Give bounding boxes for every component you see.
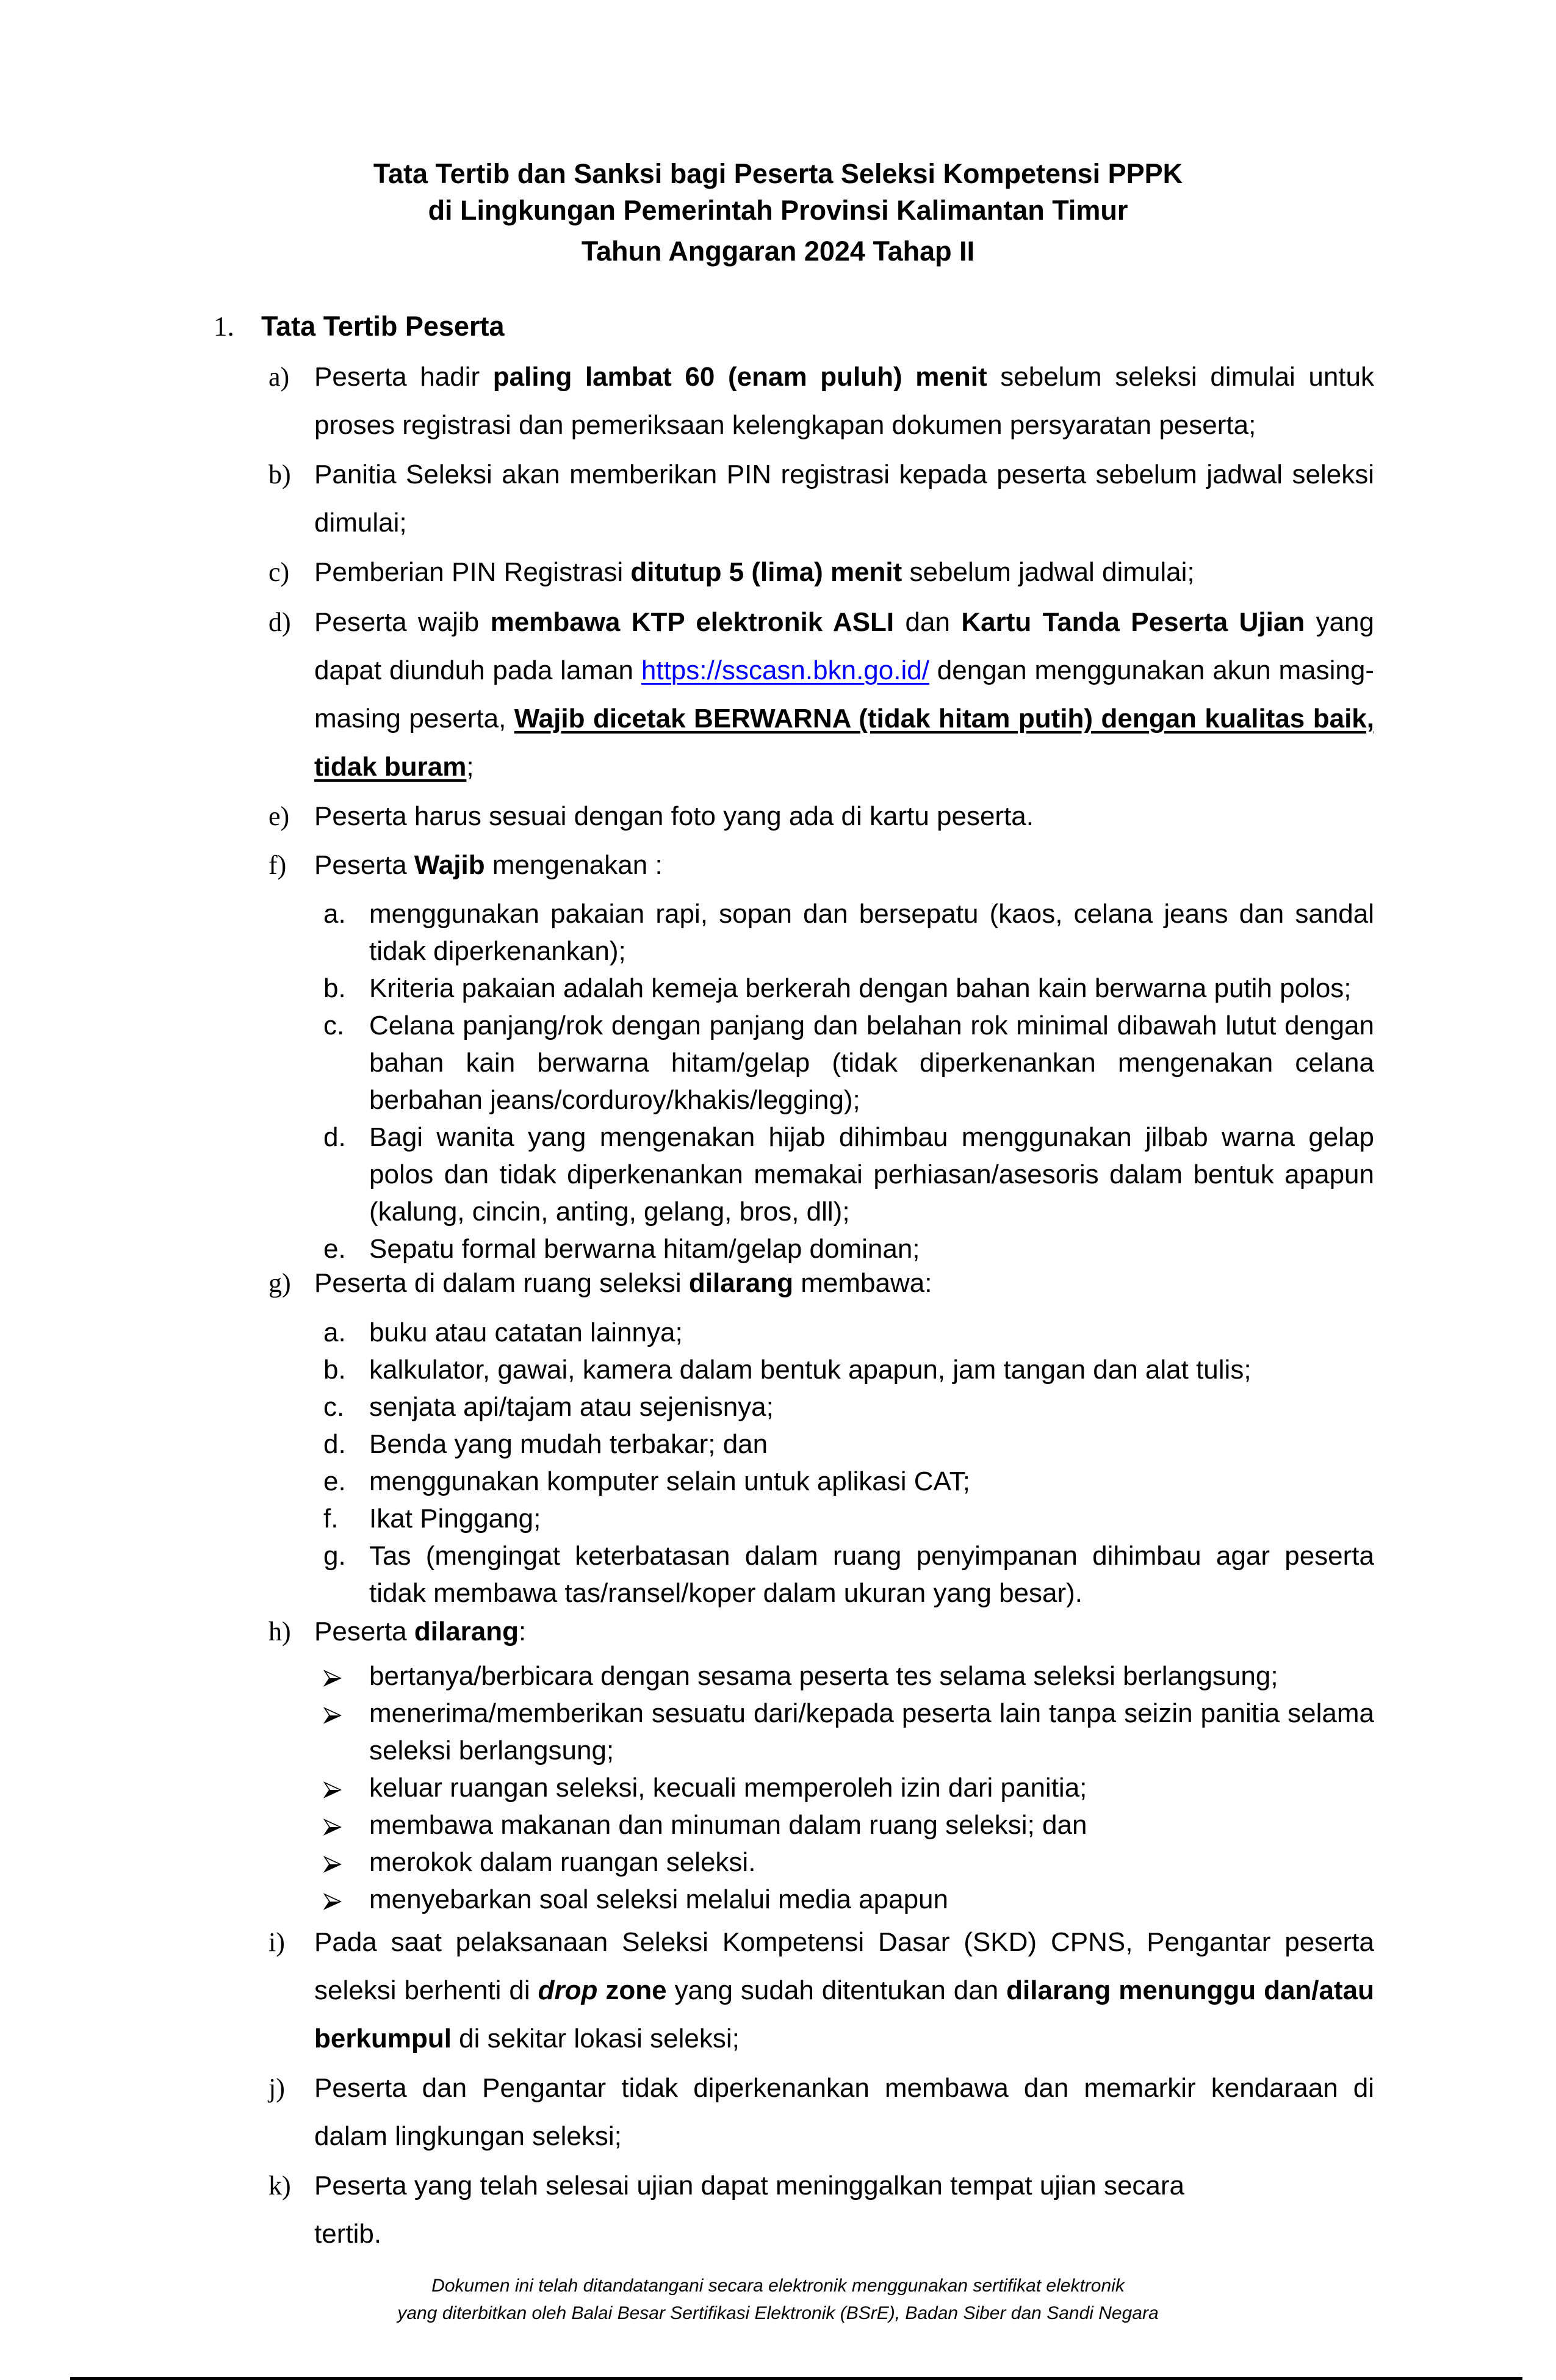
signature-notice-line-2: yang diterbitkan oleh Balai Besar Sertifikasi Elektronik (BSrE), Badan Siber dan Sandi Negara [397, 2303, 1159, 2323]
emphasis: ditutup 5 (lima) menit [630, 557, 902, 587]
item-marker: c) [268, 557, 290, 587]
item-marker: k) [268, 2171, 291, 2201]
item-marker: b) [268, 460, 291, 489]
rule-item-a: a) Peserta hadir paling lambat 60 (enam puluh) menit sebelum seleksi dimulai untuk proses registrasi dan pemeriksaan kelengkapan dokumen persyaratan peserta; [268, 353, 1374, 449]
arrowhead-bullet-icon [323, 1769, 342, 1806]
list-item: a. buku atau catatan lainnya; [323, 1318, 683, 1347]
rule-item-d: d) Peserta wajib membawa KTP elektronik ASLI dan Kartu Tanda Peserta Ujian yang dapat diunduh pada laman https://sscasn.bkn.go.id/ dengan menggunakan akun masing-masing peserta, Wajib dicetak BERWARNA (tidak hitam putih) dengan kualitas baik, tidak buram; [268, 598, 1374, 791]
item-marker: g) [268, 1268, 291, 1298]
list-item: keluar ruangan seleksi, kecuali memperoleh izin dari panitia; [323, 1769, 1374, 1806]
footer-rule [70, 2377, 1522, 2380]
list-item: e. Sepatu formal berwarna hitam/gelap dominan; [323, 1234, 920, 1264]
list-item: f. Ikat Pinggang; [323, 1504, 541, 1534]
arrowhead-bullet-icon [323, 1881, 342, 1918]
rule-item-k: k) Peserta yang telah selesai ujian dapat meninggalkan tempat ujian secara tertib. [268, 2162, 1374, 2258]
item-marker: e) [268, 801, 290, 831]
arrowhead-bullet-icon [323, 1657, 342, 1695]
rule-item-c: c) Pemberian PIN Registrasi ditutup 5 (lima) menit sebelum jadwal dimulai; [268, 548, 1374, 596]
rule-item-j: j) Peserta dan Pengantar tidak diperkenankan membawa dan memarkir kendaraan di dalam lingkungan seleksi; [268, 2064, 1374, 2160]
list-item: g. Tas (mengingat keterbatasan dalam ruang penyimpanan dihimbau agar peserta tidak membawa tas/ransel/koper dalam ukuran yang besar). [323, 1541, 1374, 1608]
item-marker: h) [268, 1617, 291, 1646]
list-item: menerima/memberikan sesuatu dari/kepada peserta lain tanpa seizin panitia selama seleksi berlangsung; [323, 1695, 1374, 1769]
list-item: merokok dalam ruangan seleksi. [323, 1844, 1374, 1881]
list-item: d. Bagi wanita yang mengenakan hijab dihimbau menggunakan jilbab warna gelap polos dan tidak diperkenankan memakai perhiasan/asesoris dalam bentuk apapun (kalung, cincin, anting, gelang, bros, dll); [323, 1122, 1374, 1227]
list-item: c. senjata api/tajam atau sejenisnya; [323, 1392, 774, 1422]
list-item: b. Kriteria pakaian adalah kemeja berkerah dengan bahan kain berwarna putih polos; [323, 973, 1352, 1003]
section-title: Tata Tertib Peserta [261, 311, 505, 342]
item-marker: d) [268, 607, 291, 637]
title-line-2: di Lingkungan Pemerintah Provinsi Kalimantan Timur [428, 195, 1128, 226]
rule-item-h: h) Peserta dilarang: [268, 1613, 1374, 1650]
list-item: c. Celana panjang/rok dengan panjang dan belahan rok minimal dibawah lutut dengan bahan kain berwarna hitam/gelap (tidak diperkenankan mengenakan celana berbahan jeans/corduroy/khakis/legging); [323, 1011, 1374, 1115]
rule-item-g: g) Peserta di dalam ruang seleksi dilarang membawa: [268, 1264, 1374, 1302]
list-item: d. Benda yang mudah terbakar; dan [323, 1429, 768, 1459]
print-color-requirement: Wajib dicetak BERWARNA (tidak hitam putih) dengan kualitas baik, tidak buram [314, 704, 1375, 782]
section-number: 1. [214, 311, 234, 342]
rule-item-e: e) Peserta harus sesuai dengan foto yang ada di kartu peserta. [268, 792, 1374, 840]
signature-notice-line-1: Dokumen ini telah ditandatangani secara elektronik menggunakan sertifikat elektronik [431, 2276, 1125, 2296]
item-marker: i) [268, 1927, 285, 1957]
emphasis: paling lambat 60 (enam puluh) menit [492, 362, 987, 392]
list-item: bertanya/berbicara dengan sesama peserta tes selama seleksi berlangsung; [323, 1657, 1374, 1695]
rule-item-b: b) Panitia Seleksi akan memberikan PIN registrasi kepada peserta sebelum jadwal seleksi dimulai; [268, 450, 1374, 547]
list-item: menyebarkan soal seleksi melalui media apapun [323, 1881, 1374, 1918]
title-line-3: Tahun Anggaran 2024 Tahap II [581, 236, 975, 267]
list-item: membawa makanan dan minuman dalam ruang seleksi; dan [323, 1806, 1374, 1844]
item-marker: j) [268, 2073, 285, 2103]
list-item: b. kalkulator, gawai, kamera dalam bentuk apapun, jam tangan dan alat tulis; [323, 1355, 1252, 1385]
arrowhead-bullet-icon [323, 1695, 342, 1732]
prohibited-items-list [323, 1314, 1374, 1612]
prohibited-actions-list [323, 1657, 1374, 1918]
arrowhead-bullet-icon [323, 1806, 342, 1844]
item-marker: f) [268, 850, 287, 880]
title-line-1: Tata Tertib dan Sanksi bagi Peserta Seleksi Kompetensi PPPK [373, 158, 1183, 189]
list-item: a. menggunakan pakaian rapi, sopan dan bersepatu (kaos, celana jeans dan sandal tidak diperkenankan); [323, 899, 1374, 966]
attire-list [323, 895, 1374, 1268]
item-marker: a) [268, 362, 290, 392]
section-heading [214, 312, 504, 341]
arrowhead-bullet-icon [323, 1844, 342, 1881]
list-item: e. menggunakan komputer selain untuk aplikasi CAT; [323, 1466, 970, 1496]
rule-item-i: i) Pada saat pelaksanaan Seleksi Kompetensi Dasar (SKD) CPNS, Pengantar peserta seleksi berhenti di drop zone yang sudah ditentukan dan dilarang menunggu dan/atau berkumpul di sekitar lokasi seleksi; [268, 1918, 1374, 2063]
rule-item-f: f) Peserta Wajib mengenakan : [268, 841, 1374, 889]
sscasn-link[interactable]: https://sscasn.bkn.go.id/ [641, 655, 929, 685]
